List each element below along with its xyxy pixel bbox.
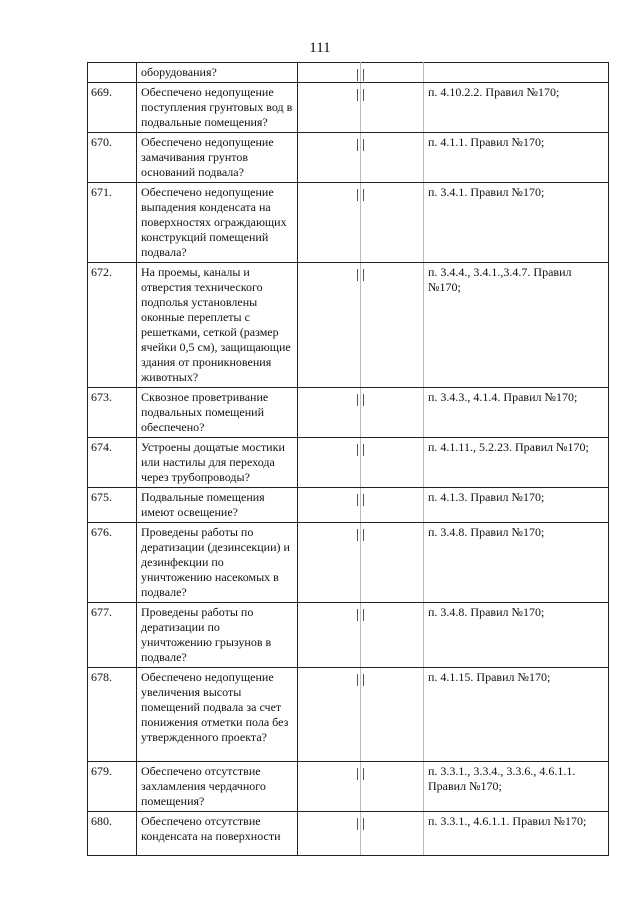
- item-number: 679.: [88, 762, 137, 812]
- column-tick-mark: [363, 529, 364, 541]
- column-tick-mark: [357, 89, 358, 101]
- table-row: [88, 83, 609, 133]
- table-row: [88, 488, 609, 523]
- answer-cell-no: [361, 523, 424, 603]
- column-tick-mark: [357, 494, 358, 506]
- requirement-text: Обеспечено отсутствие захламления чердачного помещения?: [137, 762, 298, 812]
- item-number: 680.: [88, 812, 137, 856]
- regulation-reference: п. 3.3.1., 4.6.1.1. Правил №170;: [424, 812, 609, 856]
- table-row: [88, 523, 609, 603]
- regulation-reference: п. 3.4.1. Правил №170;: [424, 183, 609, 263]
- checklist-table: [87, 62, 609, 856]
- answer-cell-no: [361, 438, 424, 488]
- column-tick-mark: [363, 444, 364, 456]
- table-row: [88, 133, 609, 183]
- requirement-text: На проемы, каналы и отверстия технического подполья установлены оконные переплеты с решетками, сеткой (размер ячейки 0,5 см), защищающие здания от проникновения животных?: [137, 263, 298, 388]
- regulation-reference: п. 3.3.1., 3.3.4., 3.3.6., 4.6.1.1. Правил №170;: [424, 762, 609, 812]
- regulation-reference: п. 4.1.15. Правил №170;: [424, 668, 609, 762]
- regulation-reference: п. 4.1.1. Правил №170;: [424, 133, 609, 183]
- answer-cell-no: [361, 83, 424, 133]
- column-tick-mark: [363, 269, 364, 281]
- item-number: 674.: [88, 438, 137, 488]
- column-tick-mark: [363, 818, 364, 830]
- regulation-reference: п. 3.4.8. Правил №170;: [424, 523, 609, 603]
- column-tick-mark: [357, 69, 358, 81]
- column-tick-mark: [357, 189, 358, 201]
- answer-cell-yes: [298, 63, 361, 83]
- requirement-text: Обеспечено недопущение выпадения конденсата на поверхностях ограждающих конструкций помещений подвала?: [137, 183, 298, 263]
- column-tick-mark: [363, 139, 364, 151]
- table-row: [88, 63, 609, 83]
- regulation-reference: п. 4.1.3. Правил №170;: [424, 488, 609, 523]
- item-number: 676.: [88, 523, 137, 603]
- regulation-reference: [424, 63, 609, 83]
- answer-cell-yes: [298, 438, 361, 488]
- answer-cell-yes: [298, 603, 361, 668]
- column-tick-mark: [357, 394, 358, 406]
- regulation-reference: п. 4.1.11., 5.2.23. Правил №170;: [424, 438, 609, 488]
- column-tick-mark: [357, 674, 358, 686]
- answer-cell-yes: [298, 812, 361, 856]
- answer-cell-yes: [298, 762, 361, 812]
- column-tick-mark: [357, 529, 358, 541]
- requirement-text: оборудования?: [137, 63, 298, 83]
- column-tick-mark: [363, 609, 364, 621]
- item-number: 671.: [88, 183, 137, 263]
- item-number: 673.: [88, 388, 137, 438]
- requirement-text: Проведены работы по дератизации (дезинсекции) и дезинфекции по уничтожению насекомых в подвале?: [137, 523, 298, 603]
- answer-cell-no: [361, 762, 424, 812]
- column-tick-mark: [357, 139, 358, 151]
- requirement-text: Устроены дощатые мостики или настилы для перехода через трубопроводы?: [137, 438, 298, 488]
- answer-cell-yes: [298, 388, 361, 438]
- regulation-reference: п. 3.4.8. Правил №170;: [424, 603, 609, 668]
- table-row: [88, 762, 609, 812]
- column-tick-mark: [363, 494, 364, 506]
- answer-cell-no: [361, 263, 424, 388]
- column-tick-mark: [357, 768, 358, 780]
- column-tick-mark: [357, 269, 358, 281]
- table-row: [88, 263, 609, 388]
- item-number: [88, 63, 137, 83]
- table-row: [88, 812, 609, 856]
- requirement-text: Подвальные помещения имеют освещение?: [137, 488, 298, 523]
- requirement-text: Обеспечено отсутствие конденсата на поверхности: [137, 812, 298, 856]
- answer-cell-yes: [298, 488, 361, 523]
- answer-cell-no: [361, 133, 424, 183]
- column-tick-mark: [363, 394, 364, 406]
- page-number: 111: [309, 40, 331, 56]
- answer-cell-yes: [298, 523, 361, 603]
- answer-cell-no: [361, 388, 424, 438]
- table-row: [88, 603, 609, 668]
- requirement-text: Обеспечено недопущение увеличения высоты помещений подвала за счет понижения отметки пола без утвержденного проекта?: [137, 668, 298, 762]
- answer-cell-yes: [298, 668, 361, 762]
- requirement-text: Сквозное проветривание подвальных помещений обеспечено?: [137, 388, 298, 438]
- item-number: 675.: [88, 488, 137, 523]
- regulation-reference: п. 4.10.2.2. Правил №170;: [424, 83, 609, 133]
- requirement-text: Обеспечено недопущение замачивания грунтов оснований подвала?: [137, 133, 298, 183]
- regulation-reference: п. 3.4.3., 4.1.4. Правил №170;: [424, 388, 609, 438]
- column-tick-mark: [357, 444, 358, 456]
- answer-cell-yes: [298, 183, 361, 263]
- column-tick-mark: [363, 768, 364, 780]
- table-row: [88, 388, 609, 438]
- table-row: [88, 668, 609, 762]
- answer-cell-no: [361, 183, 424, 263]
- answer-cell-yes: [298, 133, 361, 183]
- item-number: 678.: [88, 668, 137, 762]
- answer-cell-yes: [298, 263, 361, 388]
- regulation-reference: п. 3.4.4., 3.4.1.,3.4.7. Правил №170;: [424, 263, 609, 388]
- table-row: [88, 183, 609, 263]
- answer-cell-no: [361, 63, 424, 83]
- column-tick-mark: [363, 89, 364, 101]
- answer-cell-no: [361, 603, 424, 668]
- column-tick-mark: [357, 609, 358, 621]
- column-tick-mark: [363, 189, 364, 201]
- answer-cell-no: [361, 812, 424, 856]
- table-row: [88, 438, 609, 488]
- item-number: 669.: [88, 83, 137, 133]
- item-number: 677.: [88, 603, 137, 668]
- column-tick-mark: [363, 69, 364, 81]
- answer-cell-no: [361, 488, 424, 523]
- requirement-text: Проведены работы по дератизации по уничтожению грызунов в подвале?: [137, 603, 298, 668]
- item-number: 672.: [88, 263, 137, 388]
- column-tick-mark: [357, 818, 358, 830]
- answer-cell-no: [361, 668, 424, 762]
- requirement-text: Обеспечено недопущение поступления грунтовых вод в подвальные помещения?: [137, 83, 298, 133]
- item-number: 670.: [88, 133, 137, 183]
- column-tick-mark: [363, 674, 364, 686]
- answer-cell-yes: [298, 83, 361, 133]
